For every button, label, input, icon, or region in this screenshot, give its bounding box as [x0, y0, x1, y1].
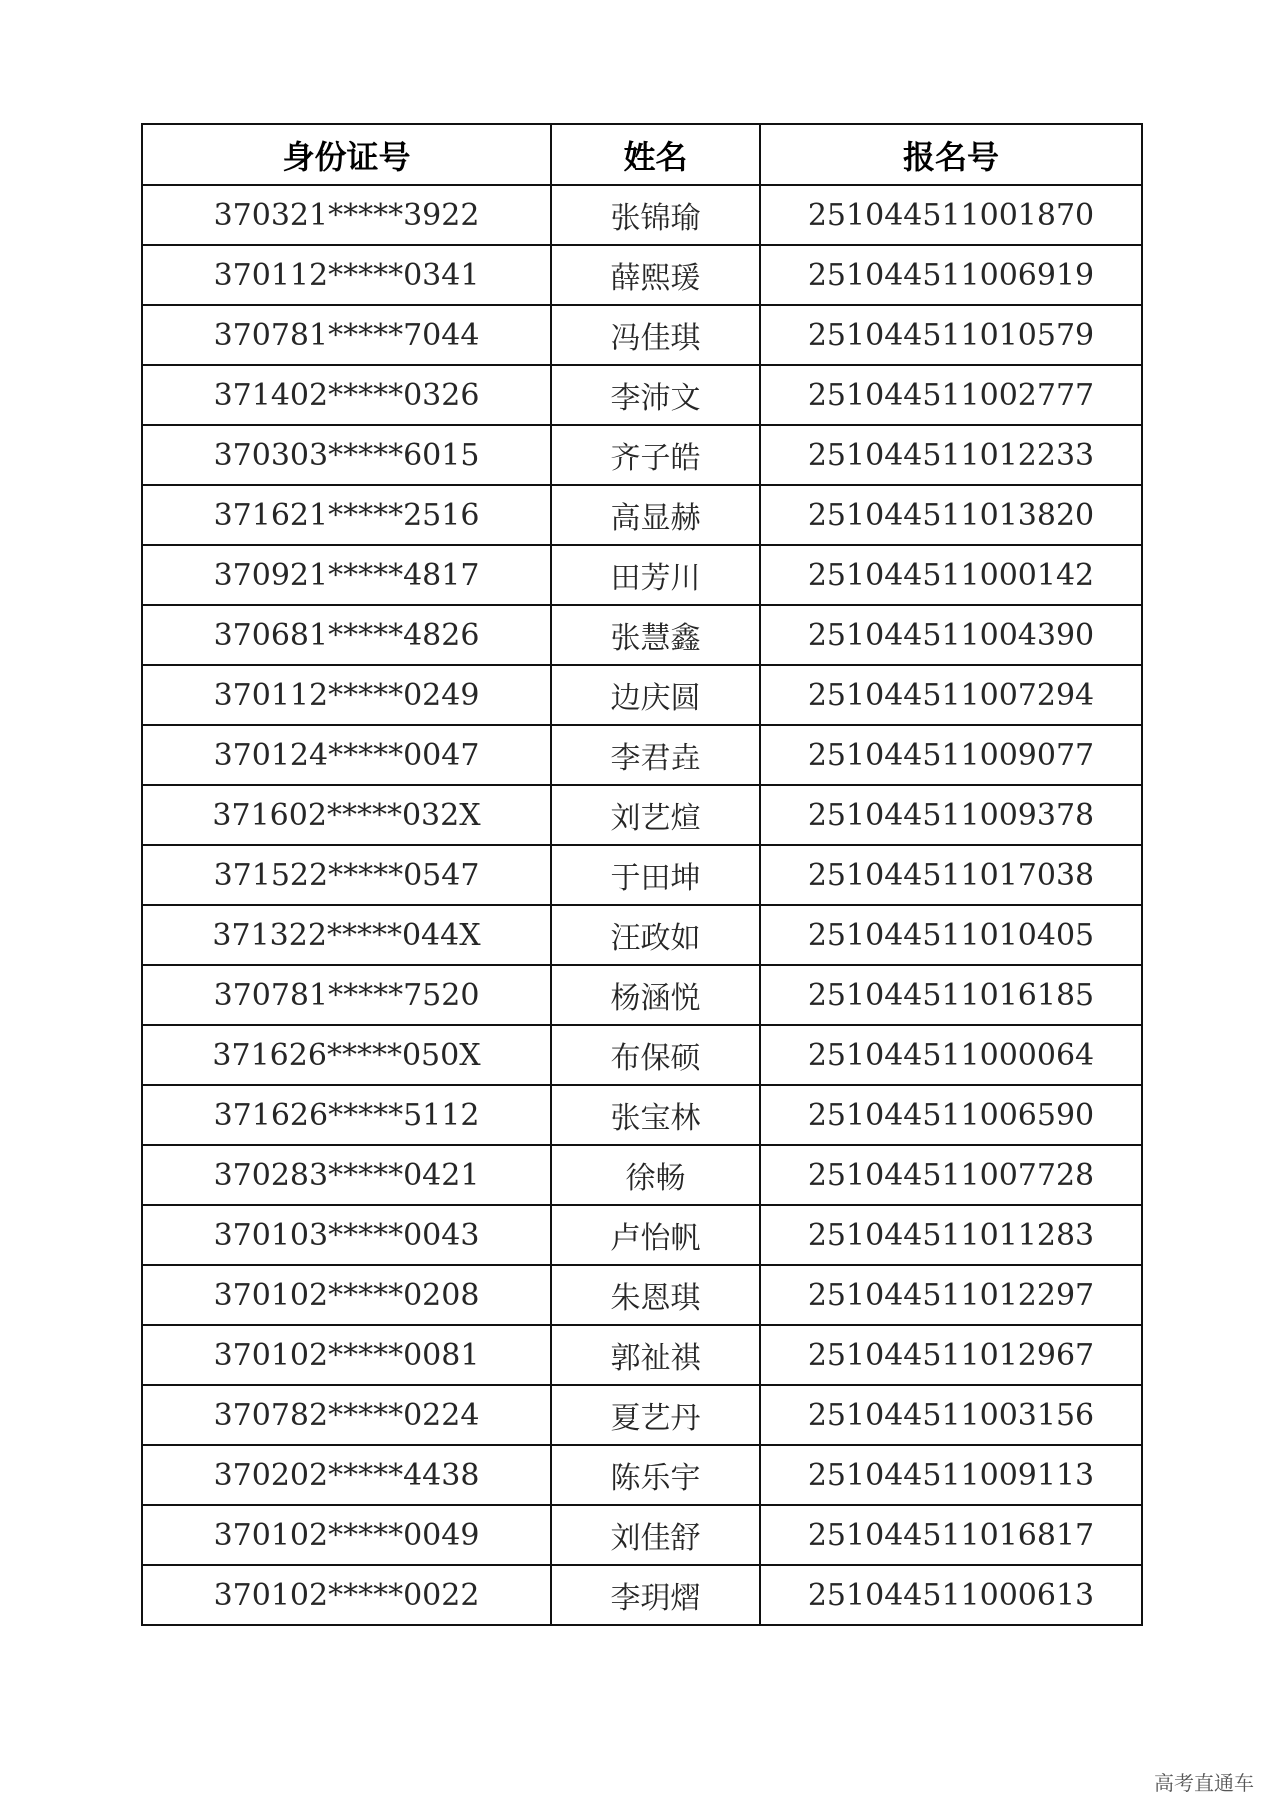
table-row [142, 785, 1142, 845]
cell-registration-number: 251044511007294 [760, 665, 1142, 725]
cell-name: 杨涵悦 [551, 965, 760, 1025]
table-row [142, 1445, 1142, 1505]
cell-registration-number: 251044511010405 [760, 905, 1142, 965]
table-row [142, 1085, 1142, 1145]
cell-id-number: 371602*****032X [142, 785, 551, 845]
cell-name: 夏艺丹 [551, 1385, 760, 1445]
table-row [142, 665, 1142, 725]
table-row [142, 305, 1142, 365]
cell-registration-number: 251044511006919 [760, 245, 1142, 305]
cell-name: 于田坤 [551, 845, 760, 905]
table-row [142, 1265, 1142, 1325]
cell-id-number: 370102*****0208 [142, 1265, 551, 1325]
cell-name: 郭祉祺 [551, 1325, 760, 1385]
cell-id-number: 370202*****4438 [142, 1445, 551, 1505]
cell-registration-number: 251044511012297 [760, 1265, 1142, 1325]
cell-name: 卢怡帆 [551, 1205, 760, 1265]
cell-id-number: 370321*****3922 [142, 185, 551, 245]
cell-registration-number: 251044511003156 [760, 1385, 1142, 1445]
cell-registration-number: 251044511004390 [760, 605, 1142, 665]
cell-registration-number: 251044511001870 [760, 185, 1142, 245]
cell-name: 冯佳琪 [551, 305, 760, 365]
cell-id-number: 370303*****6015 [142, 425, 551, 485]
cell-name: 陈乐宇 [551, 1445, 760, 1505]
cell-name: 刘艺煊 [551, 785, 760, 845]
header-registration-number: 报名号 [760, 124, 1142, 185]
cell-registration-number: 251044511012233 [760, 425, 1142, 485]
cell-name: 朱恩琪 [551, 1265, 760, 1325]
cell-id-number: 371402*****0326 [142, 365, 551, 425]
table-row [142, 1205, 1142, 1265]
cell-id-number: 370102*****0022 [142, 1565, 551, 1625]
table-row [142, 185, 1142, 245]
cell-name: 张宝林 [551, 1085, 760, 1145]
cell-name: 布保硕 [551, 1025, 760, 1085]
cell-name: 薛熙瑗 [551, 245, 760, 305]
cell-id-number: 371522*****0547 [142, 845, 551, 905]
table-row [142, 1145, 1142, 1205]
cell-id-number: 370124*****0047 [142, 725, 551, 785]
cell-id-number: 371626*****5112 [142, 1085, 551, 1145]
table-row [142, 1385, 1142, 1445]
cell-name: 李玥熠 [551, 1565, 760, 1625]
cell-id-number: 371626*****050X [142, 1025, 551, 1085]
table-row [142, 1025, 1142, 1085]
cell-id-number: 370781*****7044 [142, 305, 551, 365]
cell-id-number: 370781*****7520 [142, 965, 551, 1025]
cell-id-number: 370112*****0249 [142, 665, 551, 725]
table-row [142, 485, 1142, 545]
cell-id-number: 370921*****4817 [142, 545, 551, 605]
table-header-row [142, 124, 1142, 185]
cell-name: 李沛文 [551, 365, 760, 425]
table-row [142, 545, 1142, 605]
cell-id-number: 370681*****4826 [142, 605, 551, 665]
cell-name: 张锦瑜 [551, 185, 760, 245]
table-row [142, 1565, 1142, 1625]
cell-name: 齐子皓 [551, 425, 760, 485]
cell-registration-number: 251044511002777 [760, 365, 1142, 425]
cell-id-number: 371322*****044X [142, 905, 551, 965]
table-row [142, 425, 1142, 485]
cell-name: 汪政如 [551, 905, 760, 965]
table-body [142, 185, 1142, 1625]
header-name: 姓名 [551, 124, 760, 185]
cell-registration-number: 251044511009077 [760, 725, 1142, 785]
cell-registration-number: 251044511013820 [760, 485, 1142, 545]
cell-registration-number: 251044511010579 [760, 305, 1142, 365]
table-row [142, 725, 1142, 785]
cell-id-number: 370112*****0341 [142, 245, 551, 305]
cell-registration-number: 251044511011283 [760, 1205, 1142, 1265]
table-row [142, 1325, 1142, 1385]
cell-name: 高显赫 [551, 485, 760, 545]
cell-name: 徐畅 [551, 1145, 760, 1205]
cell-id-number: 371621*****2516 [142, 485, 551, 545]
table-row [142, 605, 1142, 665]
table-row [142, 245, 1142, 305]
cell-id-number: 370103*****0043 [142, 1205, 551, 1265]
cell-registration-number: 251044511016185 [760, 965, 1142, 1025]
table-row [142, 965, 1142, 1025]
cell-registration-number: 251044511007728 [760, 1145, 1142, 1205]
cell-name: 李君垚 [551, 725, 760, 785]
table-row [142, 845, 1142, 905]
cell-name: 张慧鑫 [551, 605, 760, 665]
table-row [142, 905, 1142, 965]
cell-registration-number: 251044511006590 [760, 1085, 1142, 1145]
header-id-number: 身份证号 [142, 124, 551, 185]
cell-registration-number: 251044511017038 [760, 845, 1142, 905]
cell-id-number: 370102*****0049 [142, 1505, 551, 1565]
cell-id-number: 370102*****0081 [142, 1325, 551, 1385]
table-row [142, 365, 1142, 425]
cell-registration-number: 251044511016817 [760, 1505, 1142, 1565]
watermark-text: 高考直通车 [1154, 1771, 1254, 1795]
admission-list-table [141, 123, 1143, 1626]
cell-registration-number: 251044511000142 [760, 545, 1142, 605]
cell-name: 田芳川 [551, 545, 760, 605]
cell-registration-number: 251044511000613 [760, 1565, 1142, 1625]
cell-name: 刘佳舒 [551, 1505, 760, 1565]
cell-registration-number: 251044511000064 [760, 1025, 1142, 1085]
cell-id-number: 370782*****0224 [142, 1385, 551, 1445]
cell-registration-number: 251044511009113 [760, 1445, 1142, 1505]
cell-registration-number: 251044511012967 [760, 1325, 1142, 1385]
cell-registration-number: 251044511009378 [760, 785, 1142, 845]
cell-id-number: 370283*****0421 [142, 1145, 551, 1205]
table-row [142, 1505, 1142, 1565]
cell-name: 边庆圆 [551, 665, 760, 725]
